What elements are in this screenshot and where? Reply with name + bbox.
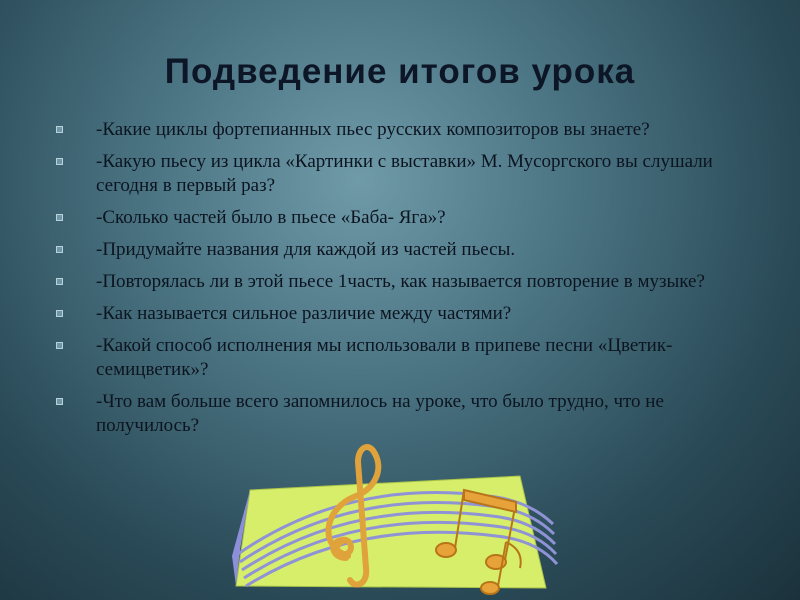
- bullet-square-icon: [56, 214, 63, 221]
- bullet-square-icon: [56, 310, 63, 317]
- bullet-item: [56, 150, 756, 198]
- bullet-square-icon: [56, 342, 63, 349]
- bullet-item: [56, 302, 756, 326]
- bullet-square-icon: [56, 158, 63, 165]
- bullet-square-icon: [56, 278, 63, 285]
- bullet-item: [56, 118, 756, 142]
- bullet-text: -Что вам больше всего запомнилось на уроке, что было трудно, что не получилось?: [96, 391, 664, 436]
- green-sheet: [236, 476, 546, 588]
- bullet-square-icon: [56, 398, 63, 405]
- bullet-item: [56, 238, 756, 262]
- bullet-text: -Какие циклы фортепианных пьес русских композиторов вы знаете?: [96, 119, 650, 140]
- bullet-item: [56, 206, 756, 230]
- bullet-item: [56, 334, 756, 382]
- slide-title: Подведение итогов урока: [164, 52, 636, 91]
- bullet-square-icon: [56, 126, 63, 133]
- bullet-text: -Как называется сильное различие между частями?: [96, 303, 512, 324]
- bullet-square-icon: [56, 246, 63, 253]
- bullet-text: -Какой способ исполнения мы использовали в припеве песни «Цветик- семицветик»?: [96, 335, 673, 380]
- music-staff-illustration: [228, 438, 558, 598]
- bullet-text: -Какую пьесу из цикла «Картинки с выставки» М. Мусоргского вы слушали сегодня в первый раз?: [96, 151, 713, 196]
- bullet-list: [56, 118, 756, 446]
- bullet-text: -Повторялась ли в этой пьесе 1часть, как называется повторение в музыке?: [96, 271, 705, 292]
- bullet-text: -Сколько частей было в пьесе «Баба- Яга»?: [96, 207, 446, 228]
- bullet-item: [56, 390, 756, 438]
- bullet-item: [56, 270, 756, 294]
- bullet-text: -Придумайте названия для каждой из частей пьесы.: [96, 239, 516, 260]
